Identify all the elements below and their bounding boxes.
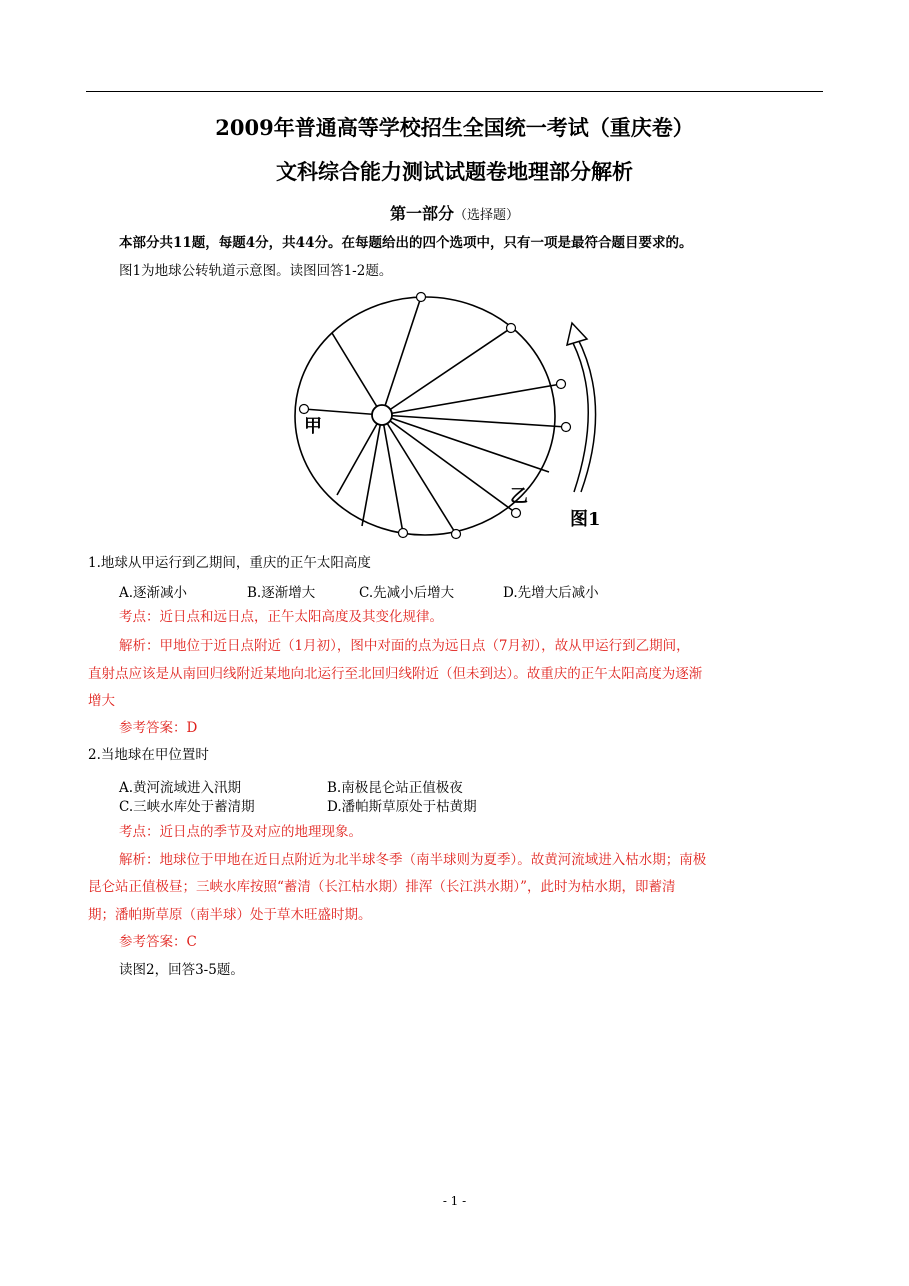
q1-analysis-line1: 解析：甲地位于近日点附近（1月初），图中对面的点为远日点（7月初），故从甲运行到乙期间， [119, 638, 690, 654]
q2-option-c: C.三峡水库处于蓄清期 [119, 799, 255, 815]
earth-position [399, 529, 408, 538]
q1-analysis-line2: 直射点应该是从南回归线附近某地向北运行至北回归线附近（但未到达）。故重庆的正午太阳高度为逐渐 [88, 666, 703, 682]
header-rule [86, 91, 823, 92]
direction-arrow [567, 323, 596, 492]
earth-position [562, 423, 571, 432]
section-subtitle: （选择题） [454, 208, 520, 223]
q2-answer: 参考答案：C [119, 934, 197, 950]
q2-kaodian: 考点：近日点的季节及对应的地理现象。 [119, 824, 362, 840]
next-prompt: 读图2，回答3-5题。 [119, 962, 244, 978]
earth-position-yi [512, 509, 521, 518]
q1-kaodian: 考点：近日点和远日点，正午太阳高度及其变化规律。 [119, 609, 443, 625]
q1-option-d: D.先增大后减小 [503, 585, 599, 601]
q2-stem: 2.当地球在甲位置时 [88, 747, 209, 763]
earth-position [557, 380, 566, 389]
figure-prompt: 图1为地球公转轨道示意图。读图回答1-2题。 [119, 263, 393, 279]
q1-option-b: B.逐渐增大 [247, 585, 316, 601]
q1-analysis-line3: 增大 [88, 693, 115, 709]
earth-position [417, 293, 426, 302]
earth-position [452, 530, 461, 539]
earth-position-jia [300, 405, 309, 414]
q2-option-a: A.黄河流域进入汛期 [119, 780, 242, 796]
label-jia: 甲 [304, 416, 322, 437]
document-subtitle: 文科综合能力测试试题卷地理部分解析 [276, 159, 633, 184]
q1-answer: 参考答案：D [119, 720, 198, 736]
document-title: 2009年普通高等学校招生全国统一考试（重庆卷） [215, 115, 694, 140]
earth-position [507, 324, 516, 333]
q2-analysis-line1: 解析：地球位于甲地在近日点附近为北半球冬季（南半球则为夏季）。故黄河流域进入枯水期；南极 [119, 852, 707, 868]
label-yi: 乙 [510, 486, 528, 507]
q1-stem: 1.地球从甲运行到乙期间，重庆的正午太阳高度 [88, 555, 371, 571]
section-title: 第一部分 [389, 204, 454, 223]
page-number: - 1 - [442, 1194, 467, 1208]
q2-option-d: D.潘帕斯草原处于枯黄期 [327, 799, 477, 815]
instructions: 本部分共11题，每题4分，共44分。在每题给出的四个选项中，只有一项是最符合题目要求的。 [119, 235, 693, 251]
q1-option-a: A.逐渐减小 [119, 585, 188, 601]
q2-analysis-line2: 昆仑站正值极昼；三峡水库按照“蓄清（长江枯水期）排浑（长江洪水期）”，此时为枯水期，即蓄清 [88, 879, 676, 895]
orbit-figure [290, 287, 630, 547]
sun-icon [372, 405, 392, 425]
q1-option-c: C.先减小后增大 [359, 585, 455, 601]
figure-caption: 图1 [570, 509, 601, 530]
q2-analysis-line3: 期；潘帕斯草原（南半球）处于草木旺盛时期。 [88, 907, 372, 923]
q2-option-b: B.南极昆仑站正值极夜 [327, 780, 463, 796]
section-heading [0, 201, 909, 224]
